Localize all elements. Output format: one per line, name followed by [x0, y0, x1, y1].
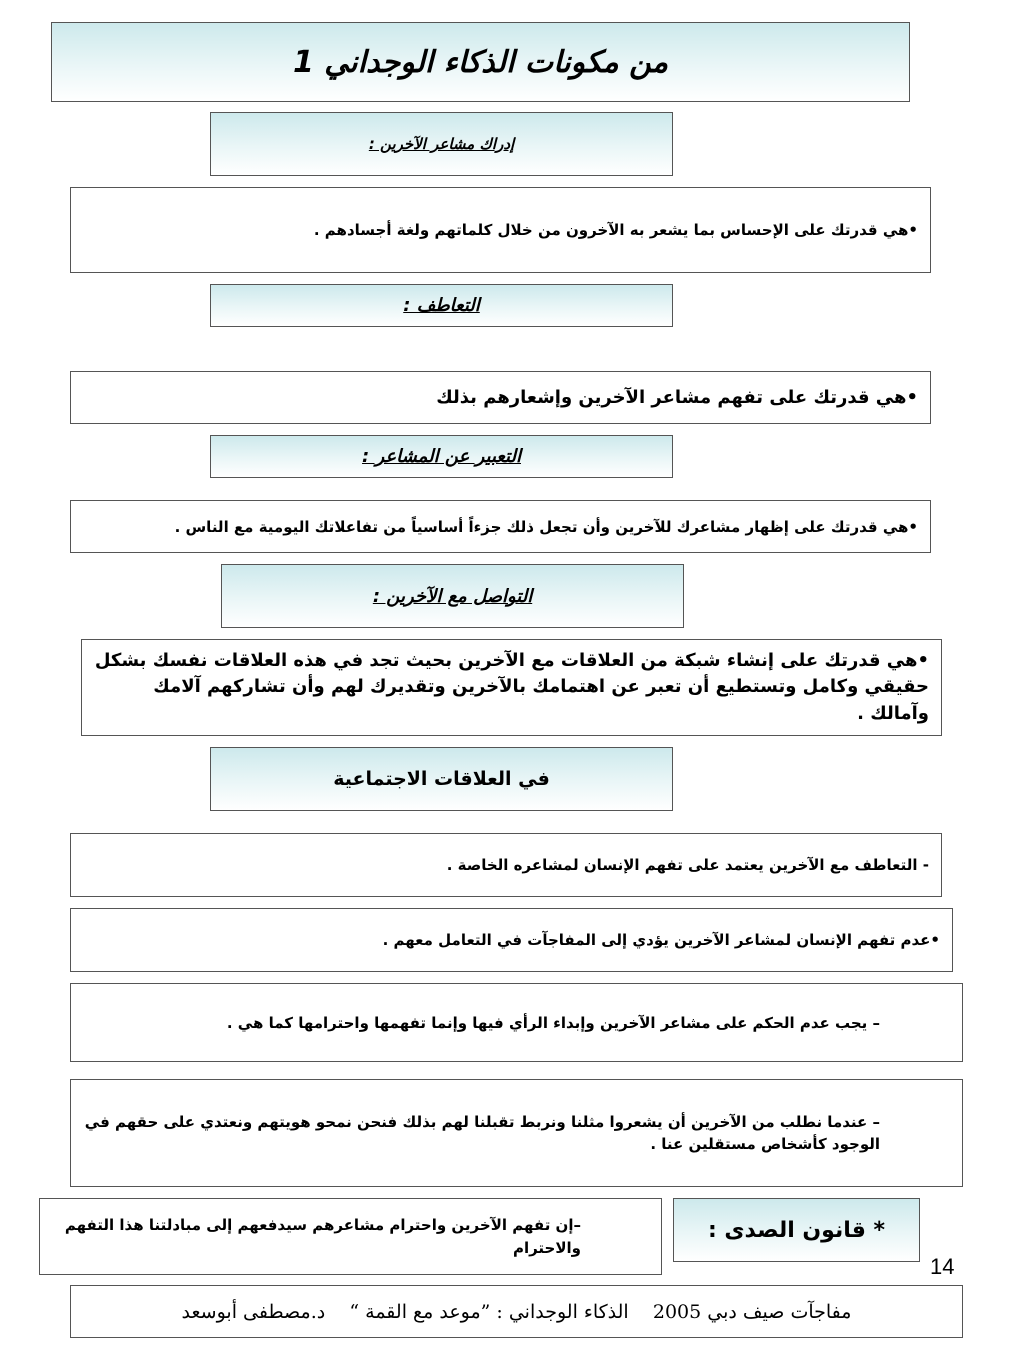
section-body-perceiving-others	[70, 187, 931, 273]
section-header-communicating	[221, 564, 684, 628]
social-point-text: – عندما نطلب من الآخرين أن يشعروا مثلنا ونربط تقبلنا لهم بذلك فنحن نمحو هويتهم ونعتدي على حقهم في الوجود كأشخاص مستقلين عنا .	[84, 1112, 880, 1153]
section-header-perceiving-others	[210, 112, 673, 176]
social-point-1	[70, 833, 942, 897]
echo-law-text: –إن تفهم الآخرين واحترام مشاعرهم سيدفعهم إلى مبادلتنا هذا التفهم والاحترام	[64, 1216, 581, 1257]
section-header-label: التعاطف :	[403, 295, 480, 316]
social-point-text: •عدم تفهم الإنسان لمشاعر الآخرين يؤدي إلى المفاجآت في التعامل معهم .	[382, 931, 940, 949]
section-header-empathy	[210, 284, 673, 327]
echo-law-label: * قانون الصدى :	[707, 1217, 886, 1243]
section-header-label: إدراك مشاعر الآخرين :	[368, 135, 515, 153]
section-body-text: •هي قدرتك على إظهار مشاعرك للآخرين وأن تجعل ذلك جزءاً أساسياً من تفاعلاتك اليومية مع الناس .	[174, 517, 918, 536]
social-point-text: – يجب عدم الحكم على مشاعر الآخرين وإبداء الرأي فيها وإنما تفهمها واحترامها كما هي .	[226, 1013, 880, 1032]
social-point-text: - التعاطف مع الآخرين يعتمد على تفهم الإنسان لمشاعره الخاصة .	[446, 856, 929, 874]
title-box	[51, 22, 910, 102]
section-body-text: •هي قدرتك على إنشاء شبكة من العلاقات مع الآخرين بحيث تجد في هذه العلاقات نفسك بشكل حقيقي وكامل وتستطيع أن تعبر عن اهتمامك بالآخرين وتقديرك لهم وأن تشاركهم آلامك وآمالك .	[94, 650, 929, 724]
social-relations-header	[210, 747, 673, 811]
section-header-label: التواصل مع الآخرين :	[372, 585, 533, 607]
footer	[70, 1285, 963, 1338]
page-title: من مكونات الذكاء الوجداني 1	[292, 44, 669, 80]
echo-law-label-box	[673, 1198, 920, 1262]
social-point-2	[70, 908, 953, 972]
echo-law-text-box	[39, 1198, 662, 1275]
section-body-text: •هي قدرتك على الإحساس بما يشعر به الآخرون من خلال كلماتهم ولغة أجسادهم .	[313, 221, 918, 239]
section-body-text: •هي قدرتك على تفهم مشاعر الآخرين وإشعارهم بذلك	[436, 387, 918, 408]
page-number: 14	[930, 1254, 955, 1279]
section-header-label: التعبير عن المشاعر :	[362, 446, 521, 467]
social-point-4	[70, 1079, 963, 1187]
social-point-3	[70, 983, 963, 1062]
section-body-expressing-feelings	[70, 500, 931, 553]
section-header-expressing-feelings	[210, 435, 673, 478]
social-relations-label: في العلاقات الاجتماعية	[333, 768, 550, 790]
section-body-empathy	[70, 371, 931, 424]
section-body-communicating	[81, 639, 942, 736]
footer-text: مفاجآت صيف دبي 2005 الذكاء الوجداني : ”موعد مع القمة “ د.مصطفى أبوسعد	[181, 1300, 852, 1323]
